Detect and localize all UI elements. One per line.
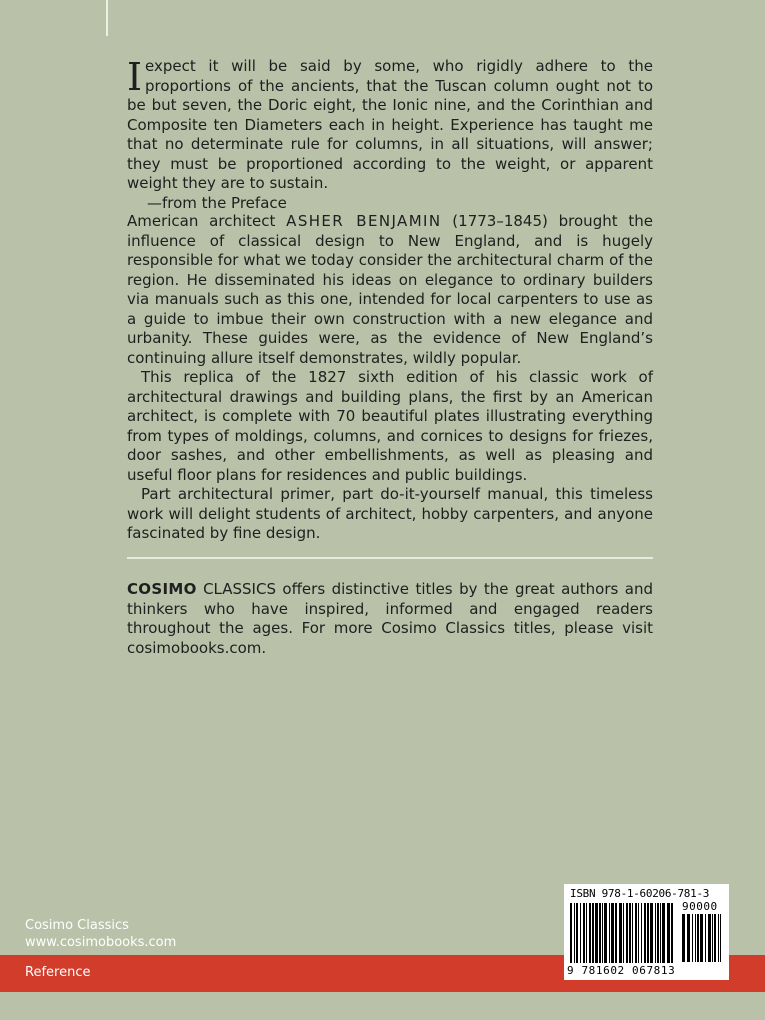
barcode-bar [657, 903, 659, 963]
barcode-bar [700, 914, 703, 962]
barcode-digits: 9 781602 067813 [567, 964, 676, 977]
barcode-bar [714, 914, 716, 962]
barcode-bar [574, 903, 575, 963]
spine-divider-line [106, 0, 108, 36]
section-divider [127, 557, 653, 559]
barcode-bar [687, 914, 690, 962]
barcode-bar [660, 903, 661, 963]
barcode-bar [641, 903, 642, 963]
barcode-bar [718, 914, 719, 962]
barcode-bar [708, 914, 711, 962]
barcode-bar [705, 914, 706, 962]
publisher-blurb [127, 580, 653, 658]
barcode-bar [599, 903, 601, 963]
barcode-bar [692, 914, 693, 962]
barcode-bar [626, 903, 628, 963]
barcode-bar [655, 903, 656, 963]
barcode-bar [589, 903, 591, 963]
barcode-bar [570, 903, 572, 963]
imprint-url: www.cosimobooks.com [25, 935, 177, 950]
publisher-brand: COSIMO [127, 580, 197, 598]
barcode-bar [583, 903, 585, 963]
description-paragraph-1: American architect ASHER BENJAMIN (1773–1845) brought the influence of classical design to New England, and is hugely responsible for what we today consider the architectural charm of the region. He disseminated his ideas on elegance to ordinary builders via manuals such as this one, intended for local carpenters to use as a guide to imbue their own construction with a new elegance and urbanity. These guides were, as the evidence of New England’s continuing allure itself demonstrates, wildly popular. [127, 212, 654, 367]
barcode-bar [712, 914, 713, 962]
barcode-bar [576, 903, 578, 963]
barcode-bar [604, 903, 607, 963]
isbn-label: ISBN 978-1-60206-781-3 [570, 887, 710, 900]
imprint-name: Cosimo Classics [25, 918, 129, 933]
category-label: Reference [25, 965, 91, 980]
barcode-bar [650, 903, 653, 963]
barcode-bar [667, 903, 670, 963]
barcode-bar [609, 903, 610, 963]
barcode-bar [595, 903, 598, 963]
barcode-bar [580, 903, 581, 963]
quote-attribution: —from the Preface [147, 193, 287, 212]
publisher-brand-suffix: CLASSICS [196, 580, 276, 598]
barcode-bar [623, 903, 624, 963]
barcode-main-bars [570, 903, 674, 963]
barcode-box [564, 884, 729, 980]
barcode-bar [619, 903, 622, 963]
barcode-bar [647, 903, 649, 963]
barcode-bar [695, 914, 696, 962]
barcode-addon-bars [682, 914, 722, 962]
barcode-bar [697, 914, 699, 962]
barcode-bar [611, 903, 614, 963]
publisher-text: offers distinctive titles by the great authors and thinkers who have inspired, informed and engaged readers throughout the ages. For more Cosimo Classics titles, please visit cosimobooks.com. [127, 580, 653, 657]
barcode-bar [682, 914, 685, 962]
description-paragraph-2: This replica of the 1827 sixth edition of his classic work of architectural drawings and building plans, the first by an American architect, is complete with 70 beautiful plates illustrating everything from types of moldings, columns, and cornices to designs for friezes, door sashes, and other embellishments, as well as pleasing and useful floor plans for residences and public buildings. [127, 368, 653, 484]
barcode-bar [615, 903, 617, 963]
barcode-bar [602, 903, 603, 963]
barcode-bar [586, 903, 587, 963]
barcode-bar [662, 903, 665, 963]
drop-cap: I [127, 55, 143, 99]
author-name: ASHER BENJAMIN [286, 212, 442, 230]
barcode-bar [632, 903, 633, 963]
barcode-bar [629, 903, 631, 963]
barcode-bar [592, 903, 594, 963]
barcode-bar [635, 903, 637, 963]
barcode-bar [671, 903, 673, 963]
preface-quote-text: expect it will be said by some, who rigidly adhere to the proportions of the ancients, that the Tuscan column ought not to be but seven, the Doric eight, the Ionic nine, and the Corinthian and Composite ten Diameters each in height. Experience has taught me that no determinate rule for columns, in all situations, will answer; they must be proportioned according to the weight, or apparent weight they are to sustain. [127, 57, 653, 192]
preface-quote [127, 57, 653, 213]
barcode-bar [720, 914, 721, 962]
description-paragraph-3: Part architectural primer, part do-it-yourself manual, this timeless work will delight students of architect, hobby carpenters, and anyone fascinated by fine design. [127, 485, 653, 542]
barcode-bar [644, 903, 646, 963]
book-description [127, 212, 653, 544]
price-addon-code: 90000 [682, 900, 718, 913]
imprint [25, 917, 176, 951]
barcode-bar [638, 903, 639, 963]
